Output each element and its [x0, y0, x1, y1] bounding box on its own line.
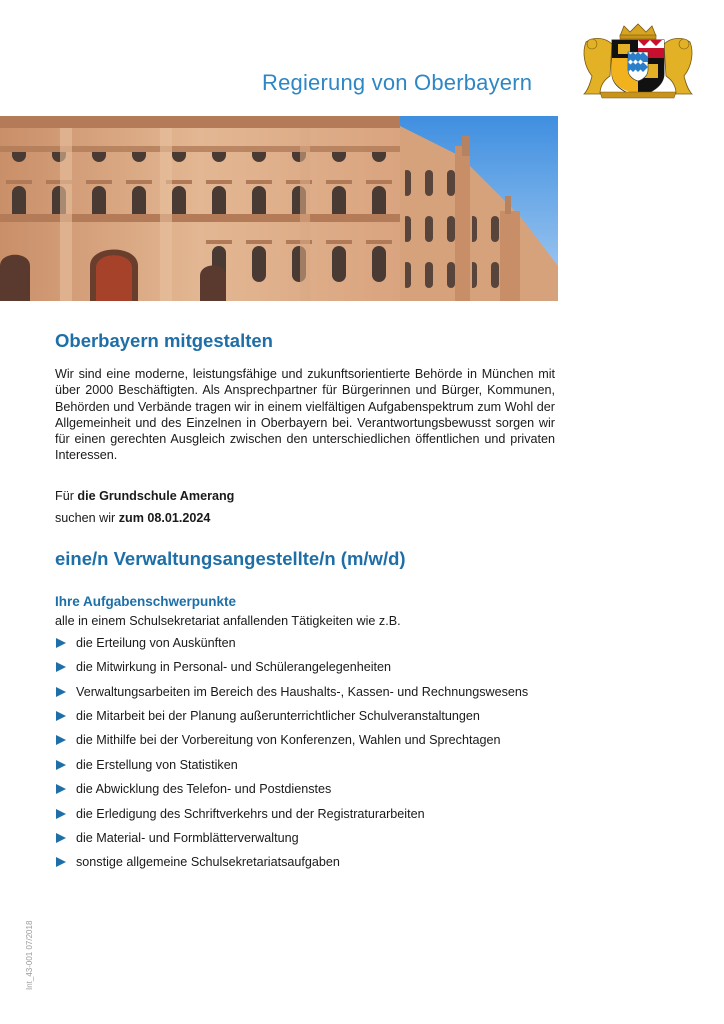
list-item: die Mitwirkung in Personal- und Schülerangelegenheiten [55, 659, 555, 676]
triangle-bullet-icon [56, 809, 66, 819]
intro-paragraph: Wir sind eine moderne, leistungsfähige und zukunftsorientierte Behörde in München mit über 2000 Beschäftigten. Als Ansprechpartner für Bürgerinnen und Bürger, Kommunen, Behörden und Verbände tragen wir in einem vielfältigen Aufgabenspektrum zum Wohl der Allgemeinheit und des Einzelnen in Oberbayern bei. Verantwortungsbewusst sorgen wir für einen gerechten Ausgleich zwischen den unterschiedlichen öffentlichen und privaten Interessen. [55, 367, 555, 463]
school-name: die Grundschule Amerang [77, 488, 235, 503]
list-item: Verwaltungsarbeiten im Bereich des Haushalts-, Kassen- und Rechnungswesens [55, 684, 555, 701]
organization-title: Regierung von Oberbayern [262, 70, 533, 95]
list-item: die Erstellung von Statistiken [55, 757, 555, 774]
date-prefix: suchen wir [55, 510, 116, 525]
triangle-bullet-icon [56, 687, 66, 697]
building-facade-photo [0, 116, 558, 301]
list-item: die Abwicklung des Telefon- und Postdienstes [55, 781, 555, 798]
list-item: die Erledigung des Schriftverkehrs und der Registraturarbeiten [55, 806, 555, 823]
triangle-bullet-icon [56, 760, 66, 770]
triangle-bullet-icon [56, 638, 66, 648]
start-date: zum 08.01.2024 [118, 510, 211, 525]
triangle-bullet-icon [56, 857, 66, 867]
page-heading: Oberbayern mitgestalten [55, 330, 273, 351]
list-item: die Material- und Formblätterverwaltung [55, 830, 555, 847]
job-posting-content [55, 330, 555, 879]
list-item: die Mitarbeit bei der Planung außerunterrichtlicher Schulveranstaltungen [55, 708, 555, 725]
tasks-lead: alle in einem Schulsekretariat anfallenden Tätigkeiten wie z.B. [55, 613, 401, 628]
position-title: eine/n Verwaltungsangestellte/n (m/w/d) [55, 547, 406, 569]
bavarian-coat-of-arms-logo [578, 22, 698, 100]
list-item: die Erteilung von Auskünften [55, 635, 555, 652]
triangle-bullet-icon [56, 784, 66, 794]
triangle-bullet-icon [56, 833, 66, 843]
triangle-bullet-icon [56, 735, 66, 745]
list-item: die Mithilfe bei der Vorbereitung von Konferenzen, Wahlen und Sprechtagen [55, 732, 555, 749]
list-item: sonstige allgemeine Schulsekretariatsaufgaben [55, 854, 555, 871]
triangle-bullet-icon [56, 662, 66, 672]
school-prefix: Für [55, 488, 74, 503]
start-date-line [55, 510, 555, 526]
form-code: Int_43-001 07/2018 [25, 920, 34, 990]
tasks-heading: Ihre Aufgabenschwerpunkte [55, 593, 237, 609]
triangle-bullet-icon [56, 711, 66, 721]
tasks-list [55, 635, 555, 871]
school-line [55, 488, 555, 504]
